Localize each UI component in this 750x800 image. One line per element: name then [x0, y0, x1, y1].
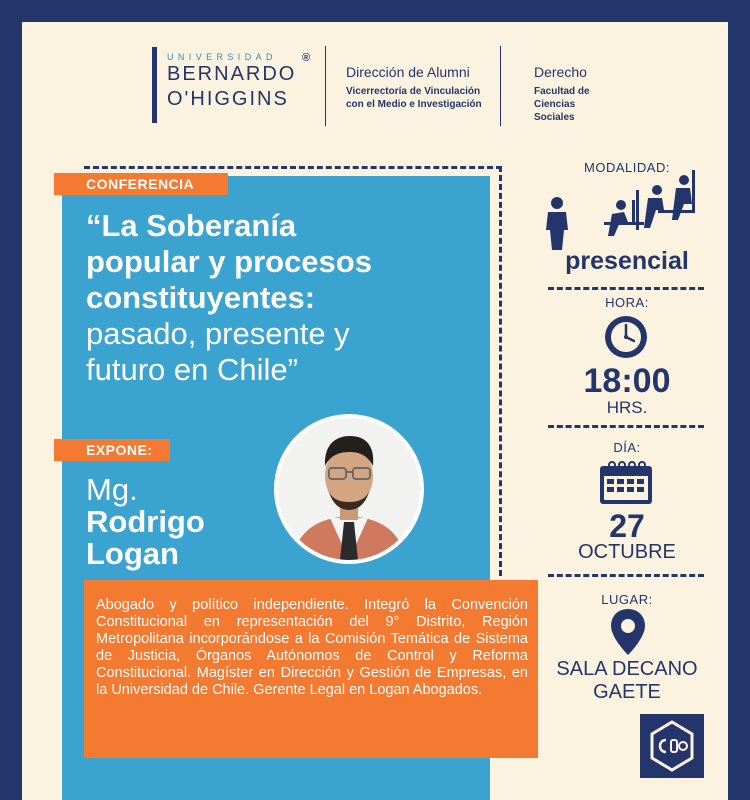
place-line-2: GAETE	[593, 681, 661, 703]
title-line-5: futuro en Chile”	[86, 352, 298, 387]
speaker-bio: Abogado y político independiente. Integró la Convención Constitucional en representación del 9° Distrito, Región Metropolitana incorporándose a la Comisión Temática de Sistema de Justicia, Órganos Autónomos de Control y Reforma Constitucional. Magíster en Dirección y Gestión de Empresas, en la Universidad de Chile. Gerente Legal en Logan Abogados.	[84, 580, 538, 758]
place-line-1: SALA DECANO	[556, 658, 698, 680]
header-divider-1	[325, 46, 326, 126]
right-divider-3	[548, 574, 704, 577]
right-divider-2	[548, 425, 704, 428]
title-line-2: popular y procesos	[86, 244, 372, 279]
speaker-prefix: Mg.	[86, 472, 138, 507]
event-title	[86, 208, 486, 388]
title-line-1: “La Soberanía	[86, 208, 297, 243]
modality-value: presencial	[565, 247, 689, 275]
place-label: LUGAR:	[601, 592, 653, 607]
month-value: OCTUBRE	[578, 541, 676, 563]
title-line-3: constituyentes:	[86, 280, 316, 315]
header-divider-2	[500, 46, 501, 126]
speaker-photo	[274, 414, 424, 564]
speaker-tag: EXPONE:	[54, 439, 170, 461]
title-line-4: pasado, presente y	[86, 316, 350, 351]
calendar-icon	[596, 460, 656, 511]
speaker-name	[86, 474, 205, 570]
alumni-unit-title: Dirección de Alumni	[346, 64, 470, 80]
modality-label: MODALIDAD:	[584, 160, 670, 175]
day-value: 27	[609, 508, 645, 544]
speaker-first-name: Rodrigo	[86, 504, 205, 539]
time-value: 18:00	[583, 362, 671, 400]
alumni-unit-subtitle: Vicerrectoría de Vinculación con el Medio e Investigación	[346, 86, 482, 110]
location-pin-icon	[608, 607, 648, 662]
people-working-icon	[544, 170, 704, 255]
conference-tag: CONFERENCIA	[54, 173, 228, 195]
university-label: UNIVERSIDAD	[167, 52, 277, 62]
university-name-line2: O'HIGGINS	[167, 88, 289, 110]
faculty-unit-title: Derecho	[534, 64, 587, 80]
university-name-line1: BERNARDO	[167, 63, 297, 85]
day-label: DÍA:	[613, 440, 641, 455]
faculty-unit-subtitle: Facultad de Ciencias Sociales	[534, 86, 590, 123]
registered-mark: ®	[302, 52, 311, 64]
clock-icon	[603, 314, 649, 365]
corner-logo-icon	[640, 714, 704, 778]
speaker-last-name: Logan	[86, 536, 179, 571]
logo-bar	[152, 47, 157, 123]
time-unit: HRS.	[606, 398, 648, 417]
right-divider-1	[548, 287, 704, 290]
time-label: HORA:	[605, 295, 649, 310]
